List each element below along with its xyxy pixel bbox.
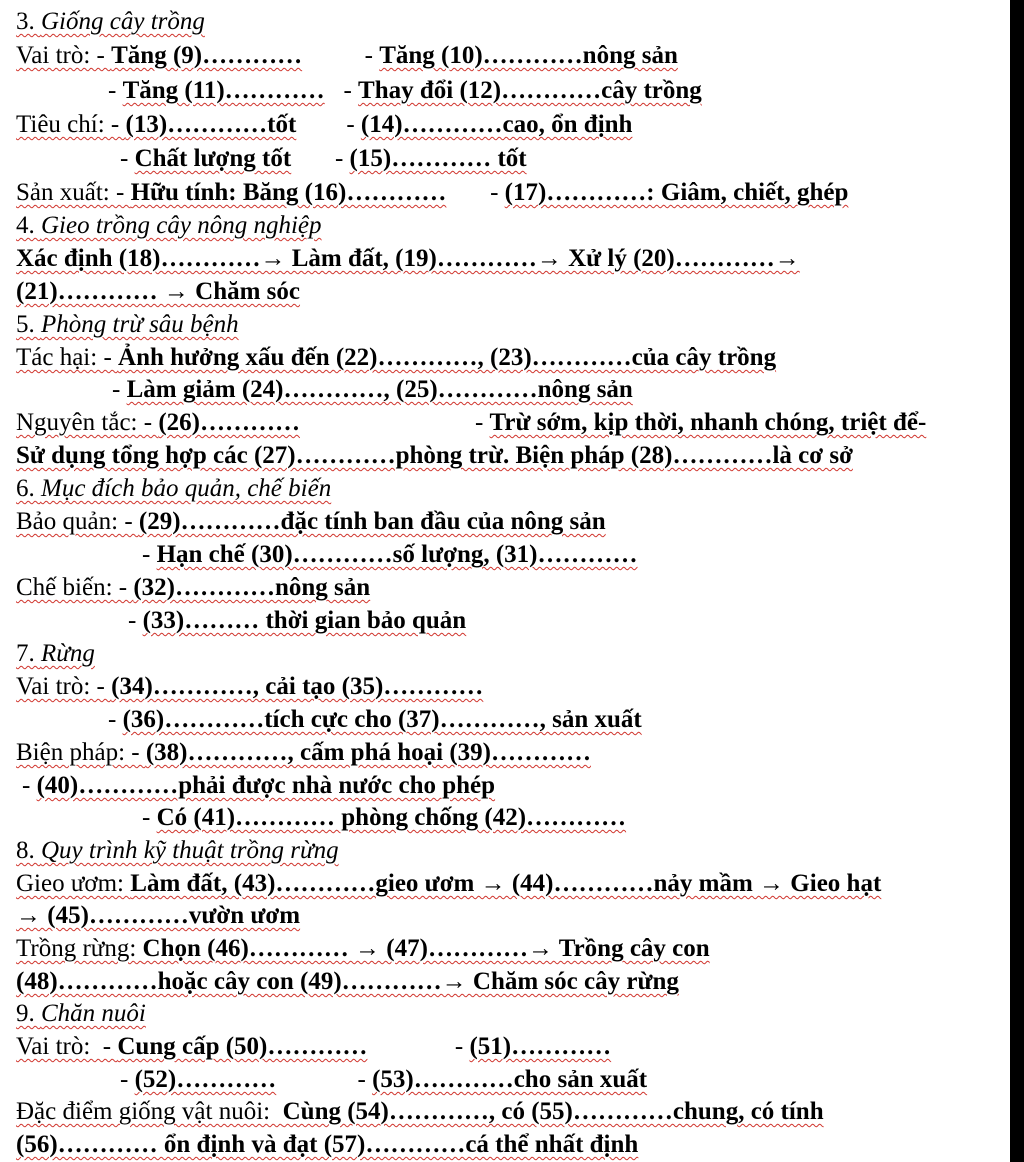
fill-in-text: (15)………… tốt xyxy=(349,145,527,172)
worksheet-line xyxy=(16,40,678,72)
label-text: - xyxy=(302,42,380,69)
worksheet-line xyxy=(112,374,633,406)
label-text: Nguyên tắc: - xyxy=(16,409,159,436)
label-text: - xyxy=(108,77,123,104)
fill-in-text: Trừ sớm, kịp thời, nhanh chóng, triệt để- xyxy=(489,409,927,436)
worksheet-line xyxy=(16,309,239,341)
fill-in-text: (34)…………, cải tạo (35)………… xyxy=(111,673,484,700)
label-text: Trồng rừng: xyxy=(16,935,143,962)
fill-in-text: (52)………… xyxy=(134,1066,277,1093)
worksheet-line xyxy=(16,243,800,275)
fill-in-text: (36)…………tích cực cho (37)…………, sản xuất xyxy=(122,706,642,733)
label-text: Tác hại: - xyxy=(16,344,119,371)
fill-in-text: (48)…………hoặc cây con (49)…………→ Chăm sóc cây rừng xyxy=(16,968,679,995)
label-text: - xyxy=(299,409,490,436)
worksheet-line xyxy=(16,572,370,604)
label-text: Vai trò: - xyxy=(16,673,112,700)
worksheet-line xyxy=(22,770,495,802)
label-text: - xyxy=(108,706,123,733)
worksheet-line xyxy=(16,900,300,932)
fill-in-text: Chọn (46)………… → (47)…………→ Trồng cây con xyxy=(142,935,710,962)
fill-in-text: Hạn chế (30)…………số lượng, (31)………… xyxy=(156,541,638,568)
section-heading: Chăn nuôi xyxy=(41,1000,146,1027)
fill-in-text: (56)………… ổn định và đạt (57)…………cá thể nhất định xyxy=(16,1131,639,1158)
label-text: 9. xyxy=(16,1000,41,1027)
worksheet-line xyxy=(16,966,679,998)
worksheet-line xyxy=(16,342,776,374)
fill-in-text: (40)…………phải được nhà nước cho phép xyxy=(36,772,496,799)
section-heading: Giống cây trồng xyxy=(41,8,205,35)
label-text: 4. xyxy=(16,212,41,239)
label-text: 8. xyxy=(16,837,41,864)
section-heading: Gieo trồng cây nông nghiệp xyxy=(41,212,322,239)
worksheet-line xyxy=(16,177,848,209)
fill-in-text: (14)…………cao, ổn định xyxy=(360,111,633,138)
label-text: Tiêu chí: - xyxy=(16,111,126,138)
fill-in-text: Hữu tính: Băng (16)………… xyxy=(130,179,447,206)
label-text: 7. xyxy=(16,640,41,667)
worksheet-line xyxy=(16,1129,638,1161)
fill-in-text: (26)………… xyxy=(158,409,300,436)
worksheet-line xyxy=(16,210,322,242)
fill-in-text: Cung cấp (50)………… xyxy=(117,1033,368,1060)
label-text: Biện pháp: - xyxy=(16,739,146,766)
worksheet-line xyxy=(16,473,331,505)
worksheet-line xyxy=(16,737,591,769)
label-text: - xyxy=(128,607,143,634)
label-text: - xyxy=(120,1066,135,1093)
worksheet-line xyxy=(120,1064,647,1096)
label-text: Đặc điểm giống vật nuôi: xyxy=(16,1098,283,1125)
fill-in-text: (21)………… → Chăm sóc xyxy=(16,278,301,305)
label-text: 3. xyxy=(16,8,41,35)
worksheet-line xyxy=(128,605,466,637)
worksheet-line xyxy=(16,671,483,703)
worksheet-line xyxy=(16,998,146,1030)
worksheet-line xyxy=(16,6,205,38)
fill-in-text: (29)…………đặc tính ban đầu của nông sản xyxy=(138,508,606,535)
label-text: - xyxy=(142,804,157,831)
worksheet-line xyxy=(16,407,926,439)
worksheet-line xyxy=(16,933,710,965)
worksheet-line xyxy=(108,75,702,107)
label-text: - xyxy=(120,145,135,172)
fill-in-text: Tăng (10)…………nông sản xyxy=(379,42,678,69)
worksheet-line xyxy=(108,704,642,736)
section-heading: Quy trình kỹ thuật trồng rừng xyxy=(41,837,339,864)
fill-in-text: Làm giảm (24)…………, (25)…………nông sản xyxy=(126,376,633,403)
fill-in-text: Thay đổi (12)…………cây trồng xyxy=(358,77,702,104)
worksheet-line xyxy=(16,1031,611,1063)
label-text: Gieo ươm: xyxy=(16,870,131,897)
fill-in-text: Chất lượng tốt xyxy=(134,145,292,172)
fill-in-text: (51)………… xyxy=(469,1033,612,1060)
label-text: - xyxy=(142,541,157,568)
fill-in-text: (32)…………nông sản xyxy=(133,574,371,601)
worksheet-line xyxy=(16,638,95,670)
label-text: - xyxy=(276,1066,373,1093)
worksheet-line xyxy=(16,109,632,141)
fill-in-text: Sử dụng tổng hợp các (27)…………phòng trừ. Biện pháp (28)…………là cơ sở xyxy=(16,442,853,469)
worksheet-line xyxy=(16,868,881,900)
fill-in-text: → (45)…………vườn ươm xyxy=(16,902,301,929)
fill-in-text: (33)……… thời gian bảo quản xyxy=(142,607,467,634)
fill-in-text: Làm đất, (43)…………gieo ươm → (44)…………nảy mầm → Gieo hạt xyxy=(130,870,882,897)
label-text: Sản xuất: - xyxy=(16,179,131,206)
fill-in-text: (17)…………: Giâm, chiết, ghép xyxy=(504,179,849,206)
label-text: - xyxy=(367,1033,470,1060)
label-text: - xyxy=(324,77,359,104)
worksheet-line xyxy=(120,143,527,175)
section-heading: Rừng xyxy=(41,640,95,667)
section-heading: Mục đích bảo quản, chế biến xyxy=(41,475,332,502)
fill-in-text: (13)…………tốt xyxy=(125,111,297,138)
worksheet-line xyxy=(16,440,853,472)
fill-in-text: (38)…………, cấm phá hoại (39)………… xyxy=(145,739,591,766)
label-text: Chế biến: - xyxy=(16,574,134,601)
label-text: 6. xyxy=(16,475,41,502)
worksheet-line xyxy=(16,835,339,867)
worksheet-line xyxy=(16,276,300,308)
label-text: - xyxy=(112,376,127,403)
fill-in-text: Xác định (18)…………→ Làm đất, (19)…………→ Xử lý (20)…………→ xyxy=(16,245,800,272)
label-text: - xyxy=(22,772,37,799)
fill-in-text: Tăng (9)………… xyxy=(111,42,303,69)
fill-in-text: Có (41)………… phòng chống (42)………… xyxy=(156,804,627,831)
label-text: - xyxy=(446,179,505,206)
fill-in-text: Ảnh hưởng xấu đến (22)…………, (23)…………của cây trồng xyxy=(118,344,777,371)
label-text: Vai trò: - xyxy=(16,1033,118,1060)
label-text: - xyxy=(291,145,350,172)
label-text: 5. xyxy=(16,311,41,338)
label-text: - xyxy=(296,111,361,138)
fill-in-text: Tăng (11)………… xyxy=(122,77,325,104)
section-heading: Phòng trừ sâu bệnh xyxy=(41,311,239,338)
worksheet-line xyxy=(16,506,606,538)
label-text: Vai trò: - xyxy=(16,42,112,69)
fill-in-text: (53)…………cho sản xuất xyxy=(372,1066,648,1093)
label-text: Bảo quản: - xyxy=(16,508,139,535)
fill-in-text: Cùng (54)…………, có (55)…………chung, có tính xyxy=(282,1098,824,1125)
worksheet-line xyxy=(142,539,638,571)
worksheet-line xyxy=(142,802,626,834)
worksheet-line xyxy=(16,1096,824,1128)
